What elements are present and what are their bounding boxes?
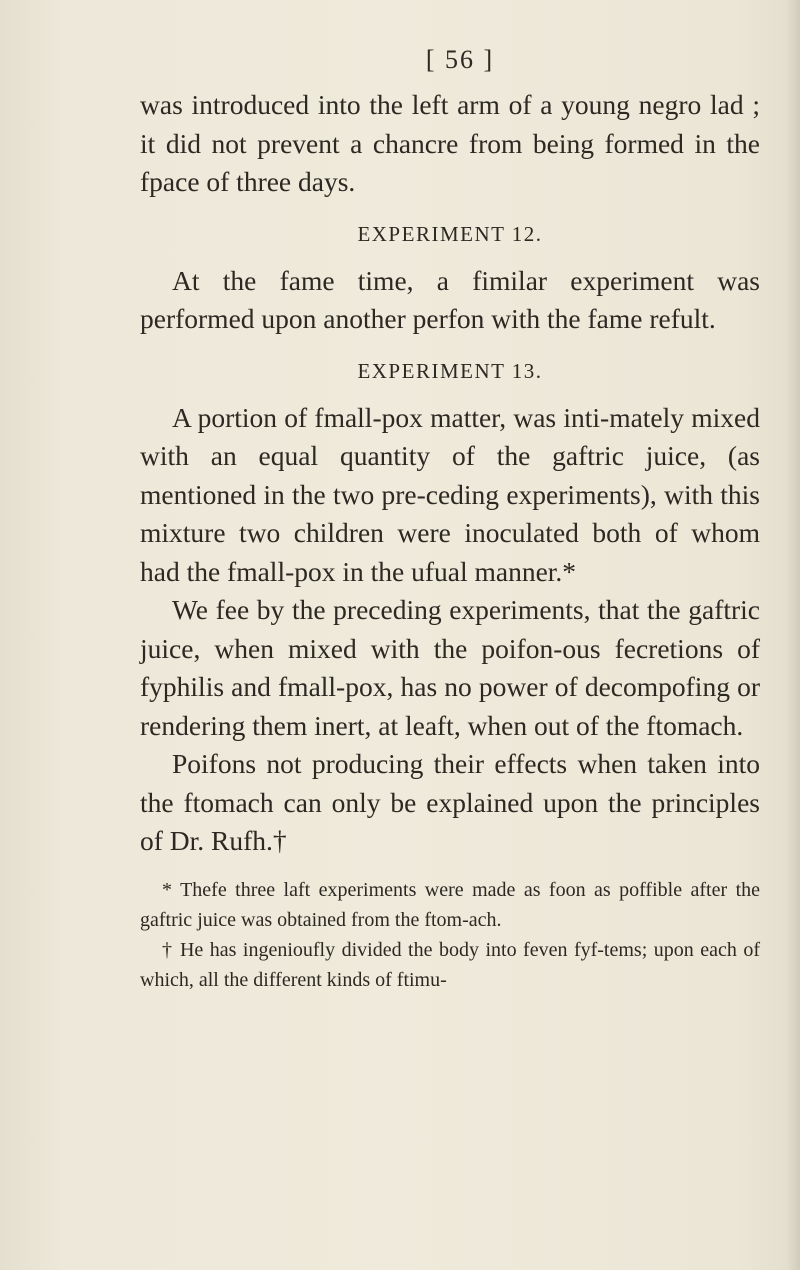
heading-experiment-13: EXPERIMENT 13. [357,358,543,383]
text-block [140,40,760,995]
page-number: [ 56 ] [425,45,495,74]
paragraph-experiment-13: A portion of fmall-pox matter, was inti-mately mixed with an equal quantity of the gaftric juice, (as mentioned in the two pre-ceding experiments), with this mixture two children were inoculated both of whom had the fmall-pox in the ufual manner.* [140,401,760,587]
paragraph-intro: was introduced into the left arm of a young negro lad ; it did not prevent a chancre from being formed in the fpace of three days. [140,89,760,197]
page-edge-shadow [786,0,800,1270]
paragraph-poisons: Poifons not producing their effects when taken into the ftomach can only be explained upon the principles of Dr. Rufh.† [140,748,760,856]
paragraph-conclusion: We fee by the preceding experiments, that the gaftric juice, when mixed with the poifon-ous fecretions of fyphilis and fmall-pox, has no power of decompofing or rendering them inert, at leaft, when out of the ftomach. [140,594,760,741]
heading-experiment-12: EXPERIMENT 12. [357,221,543,246]
footnote-dagger: † He has ingenioufly divided the body into feven fyf-tems; upon each of which, all the different kinds of ftimu- [140,938,760,991]
paragraph-experiment-12: At the fame time, a fimilar experiment was performed upon another perfon with the fame refult. [140,264,760,334]
footnotes [140,875,760,995]
footnote-star: * Thefe three laft experiments were made as foon as poffible after the gaftric juice was obtained from the ftom-ach. [140,878,760,931]
